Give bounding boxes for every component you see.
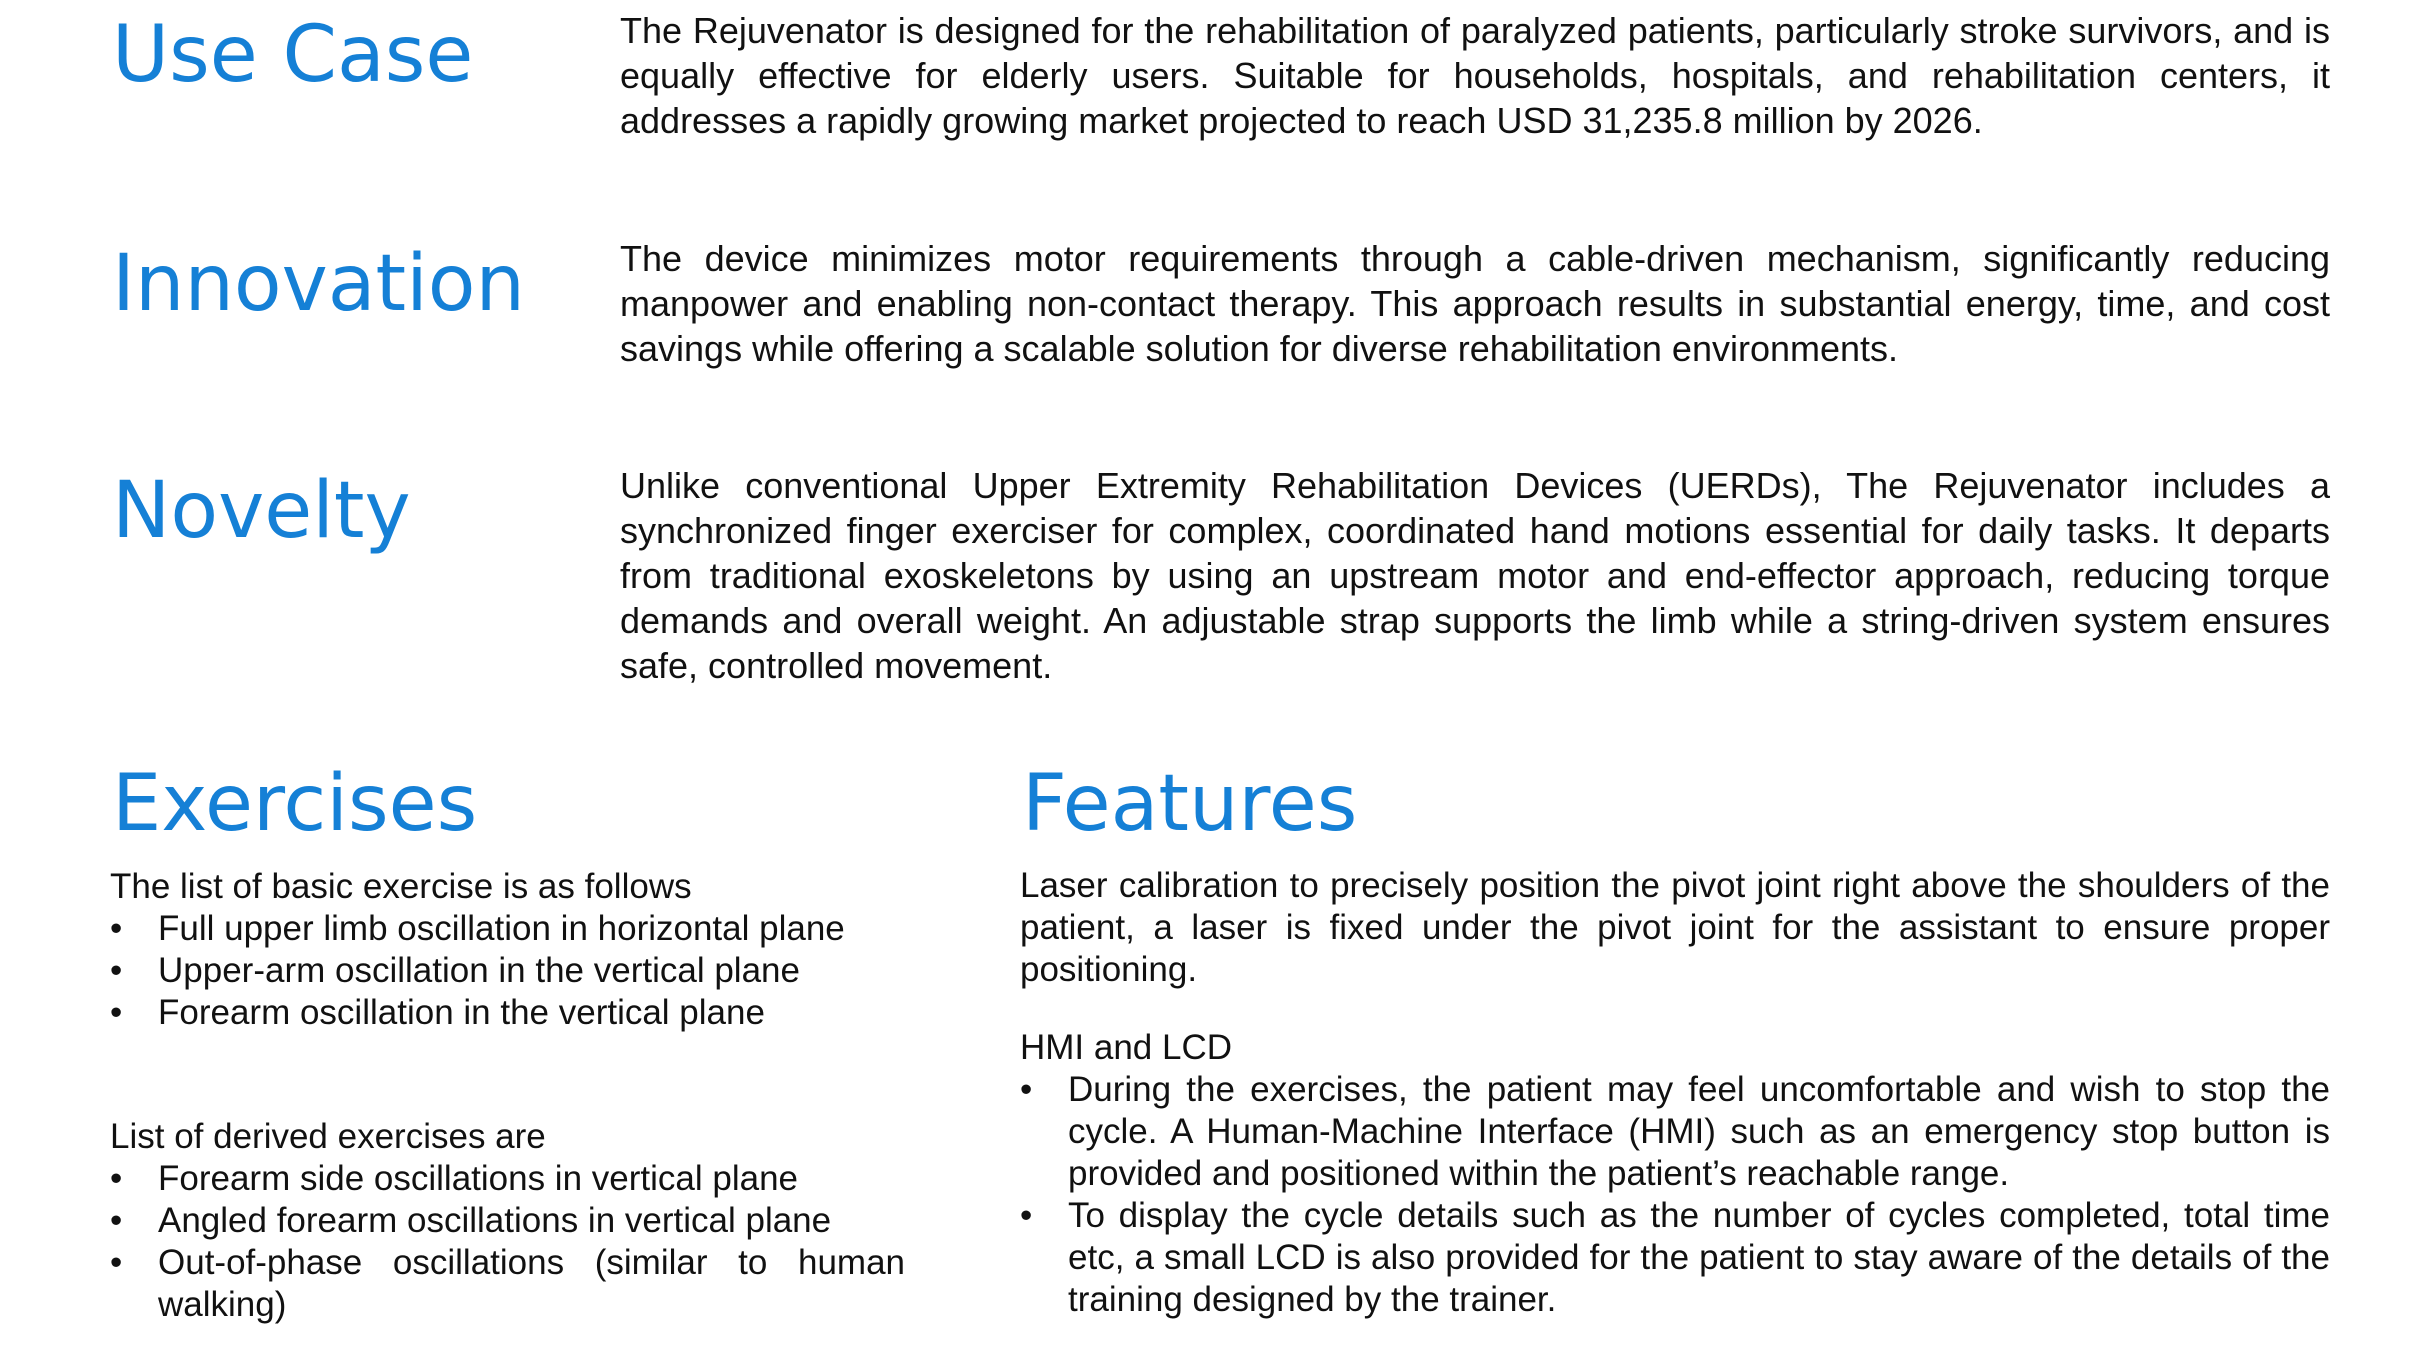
list-item: • Upper-arm oscillation in the vertical plane xyxy=(110,951,800,990)
list-item: • Out-of-phase oscillations (similar to human walking) xyxy=(110,1243,905,1324)
hmi-lcd-label: HMI and LCD xyxy=(1020,1028,1233,1067)
basic-exercises-intro: The list of basic exercise is as follows xyxy=(110,867,692,906)
list-item: • To display the cycle details such as the number of cycles completed, total time etc, a small LCD is also provided for the patient to stay aware of the details of the training designed by the trainer. xyxy=(1020,1196,2330,1319)
novelty-text: Unlike conventional Upper Extremity Rehabilitation Devices (UERDs), The Rejuvenator includes a synchronized finger exerciser for complex, coordinated hand motions essential for daily tasks. It departs from traditional exoskeletons by using an upstream motor and end-effector approach, reducing torque demands and overall weight. An adjustable strap supports the limb while a string-driven system ensures safe, controlled movement. xyxy=(620,465,2330,686)
basic-exercises-list xyxy=(110,908,905,1034)
derived-exercises-intro: List of derived exercises are xyxy=(110,1117,546,1156)
list-item: • Full upper limb oscillation in horizontal plane xyxy=(110,909,845,948)
hmi-lcd-list xyxy=(1020,1069,2330,1321)
bullet-icon: • xyxy=(110,1201,123,1240)
bullet-icon: • xyxy=(110,993,123,1032)
list-item: • Angled forearm oscillations in vertical plane xyxy=(110,1201,832,1240)
bullet-icon: • xyxy=(110,1243,123,1282)
list-item: • During the exercises, the patient may feel uncomfortable and wish to stop the cycle. A Human-Machine Interface (HMI) such as an emergency stop button is provided and positioned within the patient’s reachable range. xyxy=(1020,1070,2330,1193)
use-case-text: The Rejuvenator is designed for the rehabilitation of paralyzed patients, particularly stroke survivors, and is equally effective for elderly users. Suitable for households, hospitals, and rehabilitation centers, it addresses a rapidly growing market projected to reach USD 31,235.8 million by 2026. xyxy=(620,10,2330,141)
use-case-heading: Use Case xyxy=(112,10,474,100)
list-item: • Forearm side oscillations in vertical plane xyxy=(110,1159,798,1198)
exercises-heading: Exercises xyxy=(112,759,478,849)
novelty-heading: Novelty xyxy=(112,466,411,556)
derived-exercises-list xyxy=(110,1158,905,1326)
bullet-icon: • xyxy=(110,1159,123,1198)
bullet-icon: • xyxy=(110,951,123,990)
innovation-text: The device minimizes motor requirements through a cable-driven mechanism, significantly reducing manpower and enabling non-contact therapy. This approach results in substantial energy, time, and cost savings while offering a scalable solution for diverse rehabilitation environments. xyxy=(620,238,2330,369)
innovation-heading: Innovation xyxy=(112,239,525,329)
features-heading: Features xyxy=(1022,759,1358,849)
bullet-icon: • xyxy=(1020,1070,1033,1109)
bullet-icon: • xyxy=(110,909,123,948)
list-item: • Forearm oscillation in the vertical plane xyxy=(110,993,765,1032)
bullet-icon: • xyxy=(1020,1196,1033,1235)
laser-calibration-text: Laser calibration to precisely position the pivot joint right above the shoulders of the patient, a laser is fixed under the pivot joint for the assistant to ensure proper positioning. xyxy=(1020,866,2330,989)
